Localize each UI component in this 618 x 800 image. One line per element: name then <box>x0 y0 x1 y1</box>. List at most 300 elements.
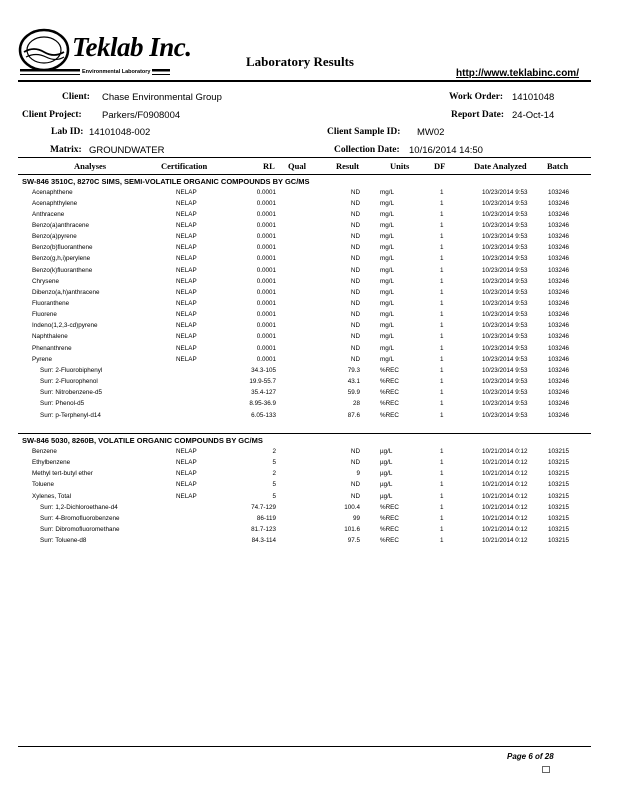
certification: NELAP <box>176 210 197 218</box>
batch-id: 103215 <box>548 448 570 455</box>
date-analyzed: 10/21/2014 0:12 <box>482 526 528 534</box>
batch-id: 103246 <box>548 210 570 218</box>
date-analyzed: 10/21/2014 0:12 <box>482 459 528 467</box>
analyte-name: Benzo(b)fluoranthene <box>32 244 93 252</box>
certification: NELAP <box>176 199 197 207</box>
dilution-factor: 1 <box>440 199 444 207</box>
result-value: ND <box>350 322 360 330</box>
logo-tagline: Environmental Laboratory <box>82 69 151 75</box>
batch-id: 103246 <box>548 188 570 196</box>
reportdate-value: 24-Oct-14 <box>512 110 555 121</box>
reporting-limit: 0.0001 <box>256 199 276 207</box>
dilution-factor: 1 <box>440 255 444 263</box>
date-analyzed: 10/23/2014 9:53 <box>482 333 528 341</box>
analyte-name: Naphthalene <box>32 333 68 341</box>
units: mg/L <box>380 210 394 218</box>
dilution-factor: 1 <box>440 233 444 241</box>
analyte-name: Surr: Phenol-d5 <box>40 400 85 408</box>
units: %REC <box>380 411 399 419</box>
batch-id: 103246 <box>548 389 570 397</box>
table-row <box>0 211 618 222</box>
result-value: ND <box>350 188 360 196</box>
batch-id: 103215 <box>548 470 570 478</box>
batch-id: 103246 <box>548 300 570 307</box>
certification: NELAP <box>176 459 197 467</box>
date-analyzed: 10/23/2014 9:53 <box>482 188 528 196</box>
table-row <box>0 222 618 233</box>
table-row <box>0 289 618 300</box>
batch-id: 103246 <box>548 233 570 241</box>
col-result: Result <box>336 161 360 171</box>
date-analyzed: 10/23/2014 9:53 <box>482 400 528 408</box>
reporting-limit: 0.0001 <box>256 233 276 241</box>
units: mg/L <box>380 355 394 363</box>
batch-id: 103215 <box>548 492 570 500</box>
units: mg/L <box>380 277 394 285</box>
date-analyzed: 10/21/2014 0:12 <box>482 481 528 489</box>
batch-id: 103246 <box>548 288 570 296</box>
website-link[interactable]: http://www.teklabinc.com/ <box>456 68 579 79</box>
units: %REC <box>380 400 399 408</box>
date-analyzed: 10/23/2014 9:53 <box>482 233 528 241</box>
batch-id: 103215 <box>548 537 570 545</box>
reporting-limit: 0.0001 <box>256 300 276 307</box>
surrogate-row <box>0 400 618 411</box>
col-date-analyzed: Date Analyzed <box>474 161 527 171</box>
project-label: Client Project: <box>22 110 82 120</box>
date-analyzed: 10/21/2014 0:12 <box>482 470 528 478</box>
col-df: DF <box>434 161 446 171</box>
date-analyzed: 10/23/2014 9:53 <box>482 389 528 397</box>
column-header-top-rule <box>18 157 591 158</box>
date-analyzed: 10/23/2014 9:53 <box>482 366 528 374</box>
matrix-label: Matrix: <box>50 145 82 155</box>
reporting-limit: 5 <box>272 481 276 489</box>
footer-stamp-icon <box>542 766 550 773</box>
reporting-limit: 35.4-127 <box>251 389 276 397</box>
table-row <box>0 233 618 244</box>
column-header-bottom-rule <box>18 174 591 175</box>
units: µg/L <box>380 481 393 489</box>
batch-id: 103246 <box>548 366 570 374</box>
dilution-factor: 1 <box>440 266 444 274</box>
analyte-name: Pyrene <box>32 355 52 363</box>
certification: NELAP <box>176 300 197 307</box>
date-analyzed: 10/23/2014 9:53 <box>482 322 528 330</box>
analyte-name: Surr: Toluene-d8 <box>40 537 87 545</box>
result-value: ND <box>350 300 360 307</box>
units: mg/L <box>380 221 394 229</box>
reporting-limit: 0.0001 <box>256 322 276 330</box>
analyte-name: Xylenes, Total <box>32 492 72 500</box>
result-value: ND <box>350 255 360 263</box>
dilution-factor: 1 <box>440 300 444 307</box>
reporting-limit: 86-119 <box>256 514 276 522</box>
surrogate-row <box>0 412 618 423</box>
table-row <box>0 493 618 504</box>
logo-text: Teklab Inc. <box>72 32 192 62</box>
analyte-name: Anthracene <box>32 210 65 218</box>
batch-id: 103246 <box>548 400 570 408</box>
surrogate-row <box>0 526 618 537</box>
batch-id: 103215 <box>548 503 570 511</box>
dilution-factor: 1 <box>440 526 444 534</box>
units: mg/L <box>380 255 394 263</box>
date-analyzed: 10/21/2014 0:12 <box>482 503 528 511</box>
date-analyzed: 10/21/2014 0:12 <box>482 448 528 455</box>
table-row <box>0 356 618 367</box>
project-value: Parkers/F0908004 <box>102 110 181 121</box>
date-analyzed: 10/23/2014 9:53 <box>482 288 528 296</box>
analyte-name: Surr: p-Terphenyl-d14 <box>40 411 101 419</box>
dilution-factor: 1 <box>440 481 444 489</box>
dilution-factor: 1 <box>440 244 444 252</box>
result-value: ND <box>350 277 360 285</box>
date-analyzed: 10/23/2014 9:53 <box>482 355 528 363</box>
collection-label: Collection Date: <box>334 145 400 155</box>
reporting-limit: 0.0001 <box>256 210 276 218</box>
reportdate-label: Report Date: <box>451 110 505 120</box>
analyte-name: Acenaphthylene <box>32 199 78 207</box>
result-value: 97.5 <box>347 537 360 545</box>
table-row <box>0 333 618 344</box>
date-analyzed: 10/23/2014 9:53 <box>482 244 528 252</box>
col-units: Units <box>390 161 410 171</box>
surrogate-row <box>0 504 618 515</box>
dilution-factor: 1 <box>440 333 444 341</box>
date-analyzed: 10/21/2014 0:12 <box>482 492 528 500</box>
table-row <box>0 345 618 356</box>
units: %REC <box>380 526 399 534</box>
units: mg/L <box>380 266 394 274</box>
date-analyzed: 10/23/2014 9:53 <box>482 266 528 274</box>
batch-id: 103215 <box>548 481 570 489</box>
reporting-limit: 0.0001 <box>256 344 276 352</box>
units: µg/L <box>380 448 393 455</box>
result-value: ND <box>350 199 360 207</box>
units: mg/L <box>380 333 394 341</box>
dilution-factor: 1 <box>440 389 444 397</box>
table-row <box>0 311 618 322</box>
units: mg/L <box>380 233 394 241</box>
batch-id: 103215 <box>548 514 570 522</box>
table-row <box>0 278 618 289</box>
date-analyzed: 10/21/2014 0:12 <box>482 514 528 522</box>
certification: NELAP <box>176 333 197 341</box>
date-analyzed: 10/23/2014 9:53 <box>482 255 528 263</box>
dilution-factor: 1 <box>440 288 444 296</box>
dilution-factor: 1 <box>440 470 444 478</box>
analyte-name: Methyl tert-butyl ether <box>32 470 93 478</box>
reporting-limit: 0.0001 <box>256 255 276 263</box>
client-value: Chase Environmental Group <box>102 92 222 103</box>
result-value: ND <box>350 481 360 489</box>
labid-label: Lab ID: <box>51 127 84 137</box>
reporting-limit: 0.0001 <box>256 188 276 196</box>
analyte-name: Surr: 2-Fluorobiphenyl <box>40 366 103 374</box>
client-label: Client: <box>62 92 90 102</box>
batch-id: 103246 <box>548 344 570 352</box>
surrogate-row <box>0 537 618 548</box>
dilution-factor: 1 <box>440 400 444 408</box>
reporting-limit: 0.0001 <box>256 333 276 341</box>
reporting-limit: 34.3-105 <box>251 366 276 374</box>
col-batch: Batch <box>547 161 569 171</box>
dilution-factor: 1 <box>440 411 444 419</box>
date-analyzed: 10/23/2014 9:53 <box>482 300 528 307</box>
sampleid-value: MW02 <box>417 127 445 138</box>
dilution-factor: 1 <box>440 311 444 319</box>
table-row <box>0 189 618 200</box>
batch-id: 103246 <box>548 322 570 330</box>
analyte-name: Benzo(g,h,i)perylene <box>32 255 91 263</box>
certification: NELAP <box>176 244 197 252</box>
dilution-factor: 1 <box>440 378 444 386</box>
batch-id: 103246 <box>548 333 570 341</box>
batch-id: 103246 <box>548 411 570 419</box>
date-analyzed: 10/23/2014 9:53 <box>482 210 528 218</box>
table-row <box>0 200 618 211</box>
reporting-limit: 2 <box>272 448 276 455</box>
certification: NELAP <box>176 344 197 352</box>
date-analyzed: 10/23/2014 9:53 <box>482 411 528 419</box>
dilution-factor: 1 <box>440 344 444 352</box>
dilution-factor: 1 <box>440 448 444 455</box>
reporting-limit: 74.7-129 <box>251 503 276 511</box>
analyte-name: Benzo(a)pyrene <box>32 233 77 241</box>
dilution-factor: 1 <box>440 366 444 374</box>
units: µg/L <box>380 470 393 478</box>
reporting-limit: 0.0001 <box>256 266 276 274</box>
result-value: 43.1 <box>347 378 360 386</box>
workorder-value: 14101048 <box>512 92 555 103</box>
col-rl: RL <box>263 161 275 171</box>
units: mg/L <box>380 188 394 196</box>
result-value: 28 <box>352 400 360 408</box>
analyte-name: Surr: Nitrobenzene-d5 <box>40 389 102 397</box>
table-row <box>0 470 618 481</box>
result-value: 9 <box>356 470 360 478</box>
dilution-factor: 1 <box>440 355 444 363</box>
certification: NELAP <box>176 311 197 319</box>
units: µg/L <box>380 492 393 500</box>
surrogate-row <box>0 367 618 378</box>
certification: NELAP <box>176 322 197 330</box>
analyte-name: Benzene <box>32 448 57 455</box>
reporting-limit: 81.7-123 <box>251 526 276 534</box>
result-value: 99 <box>352 514 360 522</box>
analyte-name: Surr: 1,2-Dichloroethane-d4 <box>40 503 118 511</box>
table-row <box>0 459 618 470</box>
result-value: ND <box>350 333 360 341</box>
surrogate-row <box>0 378 618 389</box>
analyte-name: Fluoranthene <box>32 300 70 307</box>
dilution-factor: 1 <box>440 188 444 196</box>
result-value: 100.4 <box>344 503 360 511</box>
certification: NELAP <box>176 188 197 196</box>
analyte-name: Toluene <box>32 481 55 489</box>
date-analyzed: 10/23/2014 9:53 <box>482 277 528 285</box>
batch-id: 103246 <box>548 221 570 229</box>
units: mg/L <box>380 244 394 252</box>
page-title: Laboratory Results <box>246 54 354 69</box>
dilution-factor: 1 <box>440 503 444 511</box>
reporting-limit: 2 <box>272 470 276 478</box>
units: mg/L <box>380 300 394 307</box>
certification: NELAP <box>176 277 197 285</box>
dilution-factor: 1 <box>440 514 444 522</box>
certification: NELAP <box>176 221 197 229</box>
units: mg/L <box>380 344 394 352</box>
certification: NELAP <box>176 470 197 478</box>
analyte-name: Ethylbenzene <box>32 459 71 467</box>
result-value: ND <box>350 221 360 229</box>
certification: NELAP <box>176 481 197 489</box>
table-row <box>0 244 618 255</box>
result-value: ND <box>350 355 360 363</box>
batch-id: 103215 <box>548 459 570 467</box>
col-qual: Qual <box>288 161 306 171</box>
reporting-limit: 0.0001 <box>256 355 276 363</box>
units: mg/L <box>380 311 394 319</box>
reporting-limit: 0.0001 <box>256 288 276 296</box>
reporting-limit: 84.3-114 <box>251 537 276 545</box>
dilution-factor: 1 <box>440 322 444 330</box>
analyte-name: Benzo(a)anthracene <box>32 221 90 229</box>
section-divider <box>18 433 591 434</box>
certification: NELAP <box>176 492 197 500</box>
certification: NELAP <box>176 355 197 363</box>
certification: NELAP <box>176 233 197 241</box>
batch-id: 103246 <box>548 199 570 207</box>
collection-value: 10/16/2014 14:50 <box>409 145 483 156</box>
units: mg/L <box>380 199 394 207</box>
matrix-value: GROUNDWATER <box>89 145 165 156</box>
result-value: ND <box>350 244 360 252</box>
units: %REC <box>380 537 399 545</box>
result-value: ND <box>350 492 360 500</box>
teklab-logo <box>18 26 198 82</box>
result-value: ND <box>350 266 360 274</box>
table-row <box>0 481 618 492</box>
surrogate-row <box>0 515 618 526</box>
batch-id: 103246 <box>548 244 570 252</box>
units: %REC <box>380 503 399 511</box>
analyte-name: Acenaphthene <box>32 188 73 196</box>
dilution-factor: 1 <box>440 221 444 229</box>
date-analyzed: 10/23/2014 9:53 <box>482 378 528 386</box>
batch-id: 103246 <box>548 311 570 319</box>
batch-id: 103215 <box>548 526 570 534</box>
analyte-name: Surr: 2-Fluorophenol <box>40 378 98 386</box>
reporting-limit: 19.9-55.7 <box>249 378 276 386</box>
reporting-limit: 5 <box>272 492 276 500</box>
method-heading: SW-846 3510C, 8270C SIMS, SEMI-VOLATILE ORGANIC COMPOUNDS BY GC/MS <box>22 177 310 186</box>
table-row <box>0 255 618 266</box>
col-certification: Certification <box>161 161 208 171</box>
table-row <box>0 322 618 333</box>
date-analyzed: 10/23/2014 9:53 <box>482 221 528 229</box>
footer-rule <box>18 746 591 747</box>
date-analyzed: 10/21/2014 0:12 <box>482 537 528 545</box>
page-number: Page 6 of 28 <box>507 752 554 761</box>
result-value: ND <box>350 459 360 467</box>
table-row <box>0 300 618 311</box>
certification: NELAP <box>176 288 197 296</box>
analyte-name: Benzo(k)fluoranthene <box>32 266 93 274</box>
units: mg/L <box>380 288 394 296</box>
reporting-limit: 0.0001 <box>256 277 276 285</box>
header-divider <box>18 80 591 82</box>
date-analyzed: 10/23/2014 9:53 <box>482 311 528 319</box>
units: µg/L <box>380 459 393 467</box>
dilution-factor: 1 <box>440 210 444 218</box>
col-analyses: Analyses <box>74 161 107 171</box>
units: %REC <box>380 514 399 522</box>
result-value: ND <box>350 448 360 455</box>
analyte-name: Surr: 4-Bromofluorobenzene <box>40 514 120 522</box>
batch-id: 103246 <box>548 355 570 363</box>
result-value: ND <box>350 288 360 296</box>
table-row <box>0 448 618 459</box>
analyte-name: Indeno(1,2,3-cd)pyrene <box>32 322 98 330</box>
reporting-limit: 0.0001 <box>256 244 276 252</box>
analyte-name: Dibenzo(a,h)anthracene <box>32 288 100 296</box>
reporting-limit: 0.0001 <box>256 311 276 319</box>
result-value: ND <box>350 344 360 352</box>
result-value: 59.9 <box>347 389 360 397</box>
dilution-factor: 1 <box>440 492 444 500</box>
result-value: 79.3 <box>347 366 360 374</box>
result-value: ND <box>350 233 360 241</box>
analyte-name: Phenanthrene <box>32 344 72 352</box>
batch-id: 103246 <box>548 277 570 285</box>
table-row <box>0 267 618 278</box>
sampleid-label: Client Sample ID: <box>327 127 401 137</box>
date-analyzed: 10/23/2014 9:53 <box>482 199 528 207</box>
date-analyzed: 10/23/2014 9:53 <box>482 344 528 352</box>
reporting-limit: 6.05-133 <box>251 411 276 419</box>
units: %REC <box>380 389 399 397</box>
result-value: ND <box>350 311 360 319</box>
analyte-name: Fluorene <box>32 311 57 319</box>
batch-id: 103246 <box>548 255 570 263</box>
result-value: 101.6 <box>344 526 360 534</box>
reporting-limit: 8.95-36.9 <box>249 400 276 408</box>
batch-id: 103246 <box>548 266 570 274</box>
units: %REC <box>380 378 399 386</box>
dilution-factor: 1 <box>440 459 444 467</box>
reporting-limit: 0.0001 <box>256 221 276 229</box>
reporting-limit: 5 <box>272 459 276 467</box>
surrogate-row <box>0 389 618 400</box>
units: mg/L <box>380 322 394 330</box>
analyte-name: Surr: Dibromofluoromethane <box>40 526 120 534</box>
result-value: 87.6 <box>347 411 360 419</box>
dilution-factor: 1 <box>440 537 444 545</box>
workorder-label: Work Order: <box>449 92 504 102</box>
certification: NELAP <box>176 448 197 455</box>
method-heading: SW-846 5030, 8260B, VOLATILE ORGANIC COMPOUNDS BY GC/MS <box>22 436 263 445</box>
dilution-factor: 1 <box>440 277 444 285</box>
result-value: ND <box>350 210 360 218</box>
certification: NELAP <box>176 266 197 274</box>
units: %REC <box>380 366 399 374</box>
certification: NELAP <box>176 255 197 263</box>
batch-id: 103246 <box>548 378 570 386</box>
labid-value: 14101048-002 <box>89 127 151 138</box>
analyte-name: Chrysene <box>32 277 59 285</box>
